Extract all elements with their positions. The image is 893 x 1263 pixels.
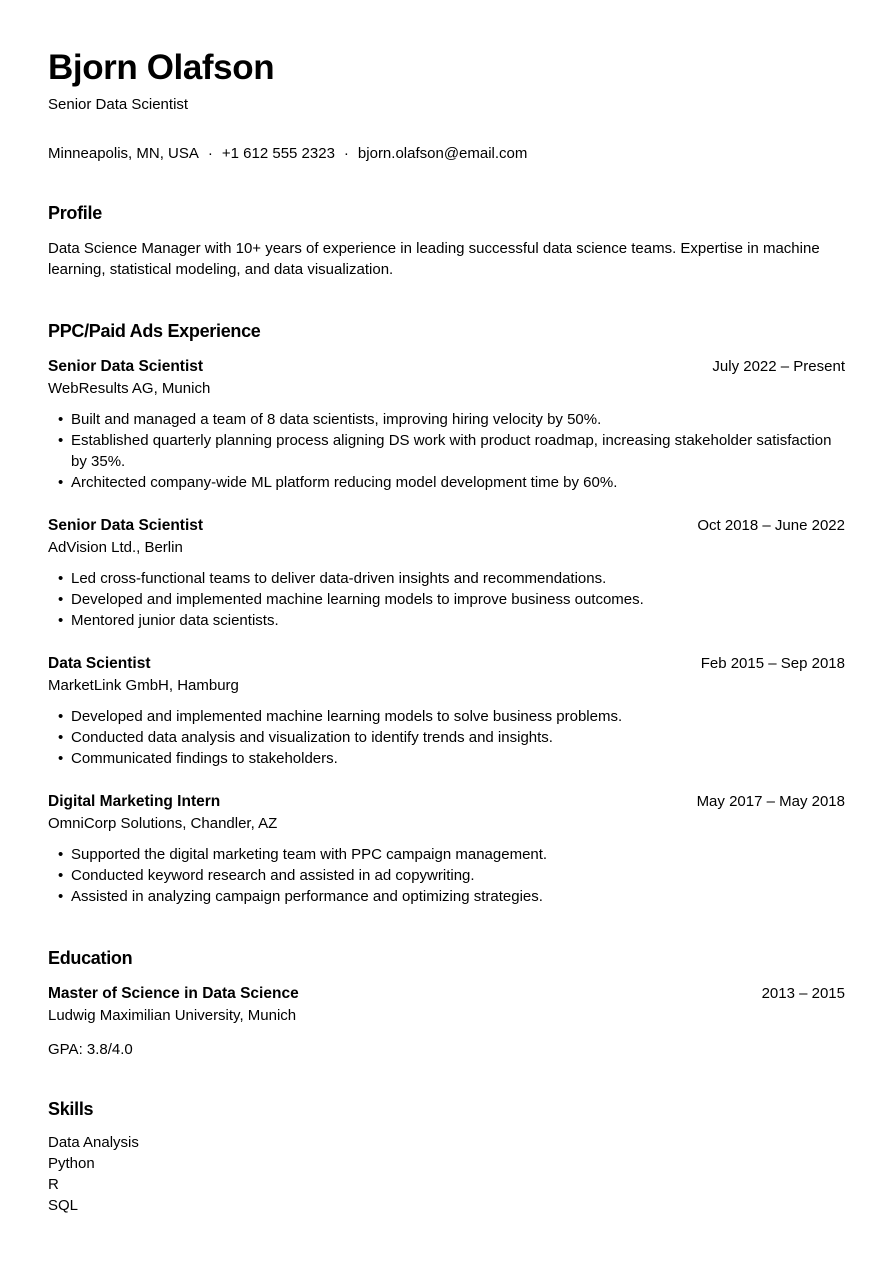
experience-entry-header: [48, 791, 845, 812]
experience-organization: OmniCorp Solutions, Chandler, AZ: [48, 815, 278, 832]
experience-bullet: • Developed and implemented machine learning models to improve business outcomes.: [48, 589, 844, 610]
experience-dates: Oct 2018 – June 2022: [697, 517, 845, 534]
section-experience: [48, 320, 845, 907]
experience-entry: [48, 515, 845, 631]
experience-role: Digital Marketing Intern: [48, 793, 221, 810]
experience-dates: May 2017 – May 2018: [696, 793, 845, 810]
experience-bullets: [48, 844, 845, 907]
experience-role: Data Scientist: [48, 655, 151, 672]
contact-line: [48, 144, 845, 164]
experience-organization: MarketLink GmbH, Hamburg: [48, 677, 239, 694]
experience-entry-header: [48, 653, 845, 674]
experience-entry-header: [48, 515, 845, 536]
resume-header: [48, 48, 845, 164]
skill-item: R: [48, 1176, 59, 1193]
section-heading-profile: Profile: [48, 203, 102, 223]
section-skills: [48, 1098, 845, 1216]
section-heading-experience: PPC/Paid Ads Experience: [48, 321, 261, 341]
contact-location: Minneapolis, MN, USA: [48, 145, 199, 162]
experience-bullets: [48, 568, 845, 631]
experience-organization: AdVision Ltd., Berlin: [48, 539, 183, 556]
contact-separator-1: ·: [207, 145, 213, 162]
skills-list: [48, 1132, 845, 1216]
profile-text: Data Science Manager with 10+ years of experience in leading successful data science teams. Expertise in machine learning, statistical modeling, and data visualization.: [48, 240, 820, 278]
candidate-title: Senior Data Scientist: [48, 96, 189, 113]
experience-dates: Feb 2015 – Sep 2018: [700, 655, 845, 672]
education-entry-header: [48, 983, 845, 1004]
experience-entry: [48, 356, 845, 493]
contact-phone: +1 612 555 2323: [221, 145, 335, 162]
experience-bullet: • Supported the digital marketing team with PPC campaign management.: [48, 844, 844, 865]
experience-bullet: • Mentored junior data scientists.: [48, 610, 844, 631]
education-institution: Ludwig Maximilian University, Munich: [48, 1007, 297, 1024]
experience-dates: July 2022 – Present: [712, 358, 845, 375]
experience-entry: [48, 653, 845, 769]
experience-bullet: • Developed and implemented machine learning models to solve business problems.: [48, 706, 844, 727]
education-dates: 2013 – 2015: [761, 985, 845, 1002]
experience-entry-header: [48, 356, 845, 377]
experience-organization: WebResults AG, Munich: [48, 380, 211, 397]
experience-bullet: • Led cross-functional teams to deliver data-driven insights and recommendations.: [48, 568, 844, 589]
contact-email: bjorn.olafson@email.com: [357, 145, 528, 162]
experience-bullet: • Communicated findings to stakeholders.: [48, 748, 844, 769]
experience-bullet: • Assisted in analyzing campaign performance and optimizing strategies.: [48, 886, 844, 907]
education-gpa: GPA: 3.8/4.0: [48, 1041, 133, 1058]
experience-bullets: [48, 409, 845, 493]
experience-bullet: • Conducted data analysis and visualization to identify trends and insights.: [48, 727, 844, 748]
experience-bullet: • Conducted keyword research and assisted in ad copywriting.: [48, 865, 844, 886]
experience-entry: [48, 791, 845, 907]
contact-separator-2: ·: [343, 145, 349, 162]
section-education: [48, 947, 845, 1060]
experience-role: Senior Data Scientist: [48, 517, 204, 534]
section-heading-skills: Skills: [48, 1099, 94, 1119]
experience-bullet: • Built and managed a team of 8 data scientists, improving hiring velocity by 50%.: [48, 409, 844, 430]
education-entry: [48, 983, 845, 1060]
experience-role: Senior Data Scientist: [48, 358, 204, 375]
section-profile: [48, 202, 845, 280]
experience-bullet: • Architected company-wide ML platform reducing model development time by 60%.: [48, 472, 844, 493]
education-degree: Master of Science in Data Science: [48, 985, 299, 1002]
skill-item: Data Analysis: [48, 1134, 139, 1151]
skill-item: Python: [48, 1155, 95, 1172]
skill-item: SQL: [48, 1197, 79, 1214]
experience-bullets: [48, 706, 845, 769]
candidate-name: Bjorn Olafson: [48, 48, 275, 87]
experience-bullet: • Established quarterly planning process aligning DS work with product roadmap, increasing stakeholder satisfaction by 35%.: [48, 430, 844, 472]
section-heading-education: Education: [48, 948, 133, 968]
